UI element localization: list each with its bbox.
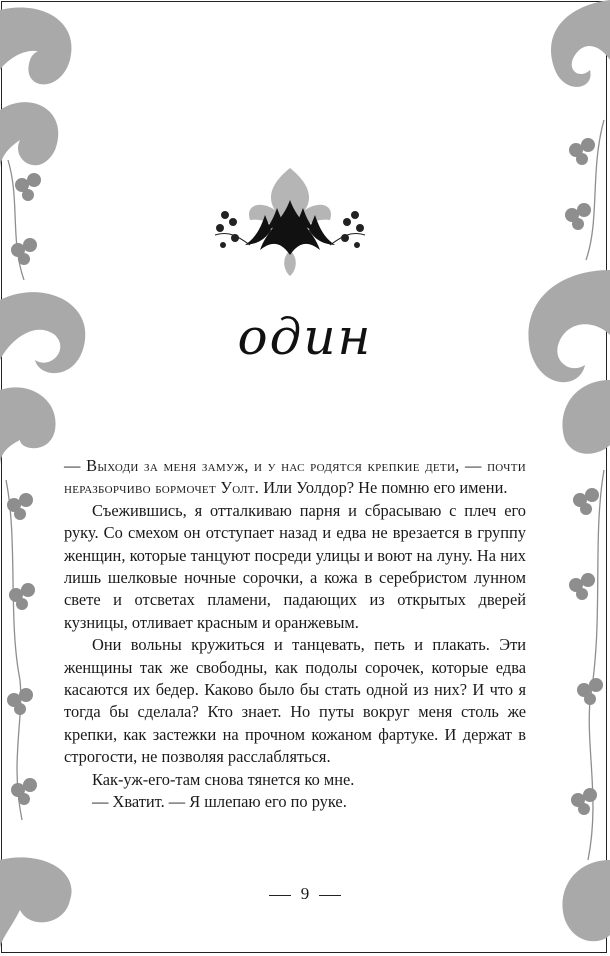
paragraph: Как-уж-его-там снова тянется ко мне. [92, 769, 355, 789]
folio-dash-left [269, 895, 291, 896]
paragraph: — Хватит. — Я шлепаю его по руке. [92, 792, 347, 812]
folio-dash-right [319, 895, 341, 896]
paragraph-rest: Или Уолдор? Не помню его имени. [259, 478, 508, 498]
page-folio [0, 884, 610, 904]
chapter-crest-ornament [205, 160, 375, 280]
page-number: 9 [300, 884, 310, 903]
chapter-body [64, 455, 526, 814]
paragraph-lead: — Выходи за меня замуж, и у нас родятся крепкие дети, — почти неразборчиво бормочет Уолт. [64, 456, 526, 498]
chapter-title: один [237, 308, 373, 366]
paragraph [64, 455, 526, 500]
paragraph: Они вольны кружиться и танцевать, петь и плакать. Эти женщины так же свободны, как подолы сорочек, которые едва касаются их бедер. Каково было бы стать одной из них? И что я тогда бы сделала? Кто знает. Но путы вокруг меня столь же крепки, как застежки на прочном кожаном фартуке. И держат в строгости, не позволяя расслабляться. [64, 635, 526, 767]
paragraph: Съежившись, я отталкиваю парня и сбрасываю с плеч его руку. Со смехом он отступает назад и едва не врезается в группу женщин, которые танцуют посреди улицы и воют на луну. На них лишь шелковые ночные сорочки, а кожа в серебристом лунном свете и отсветах пламени, падающих из открытых дверей кузницы, отливает красным и оранжевым. [64, 500, 526, 632]
